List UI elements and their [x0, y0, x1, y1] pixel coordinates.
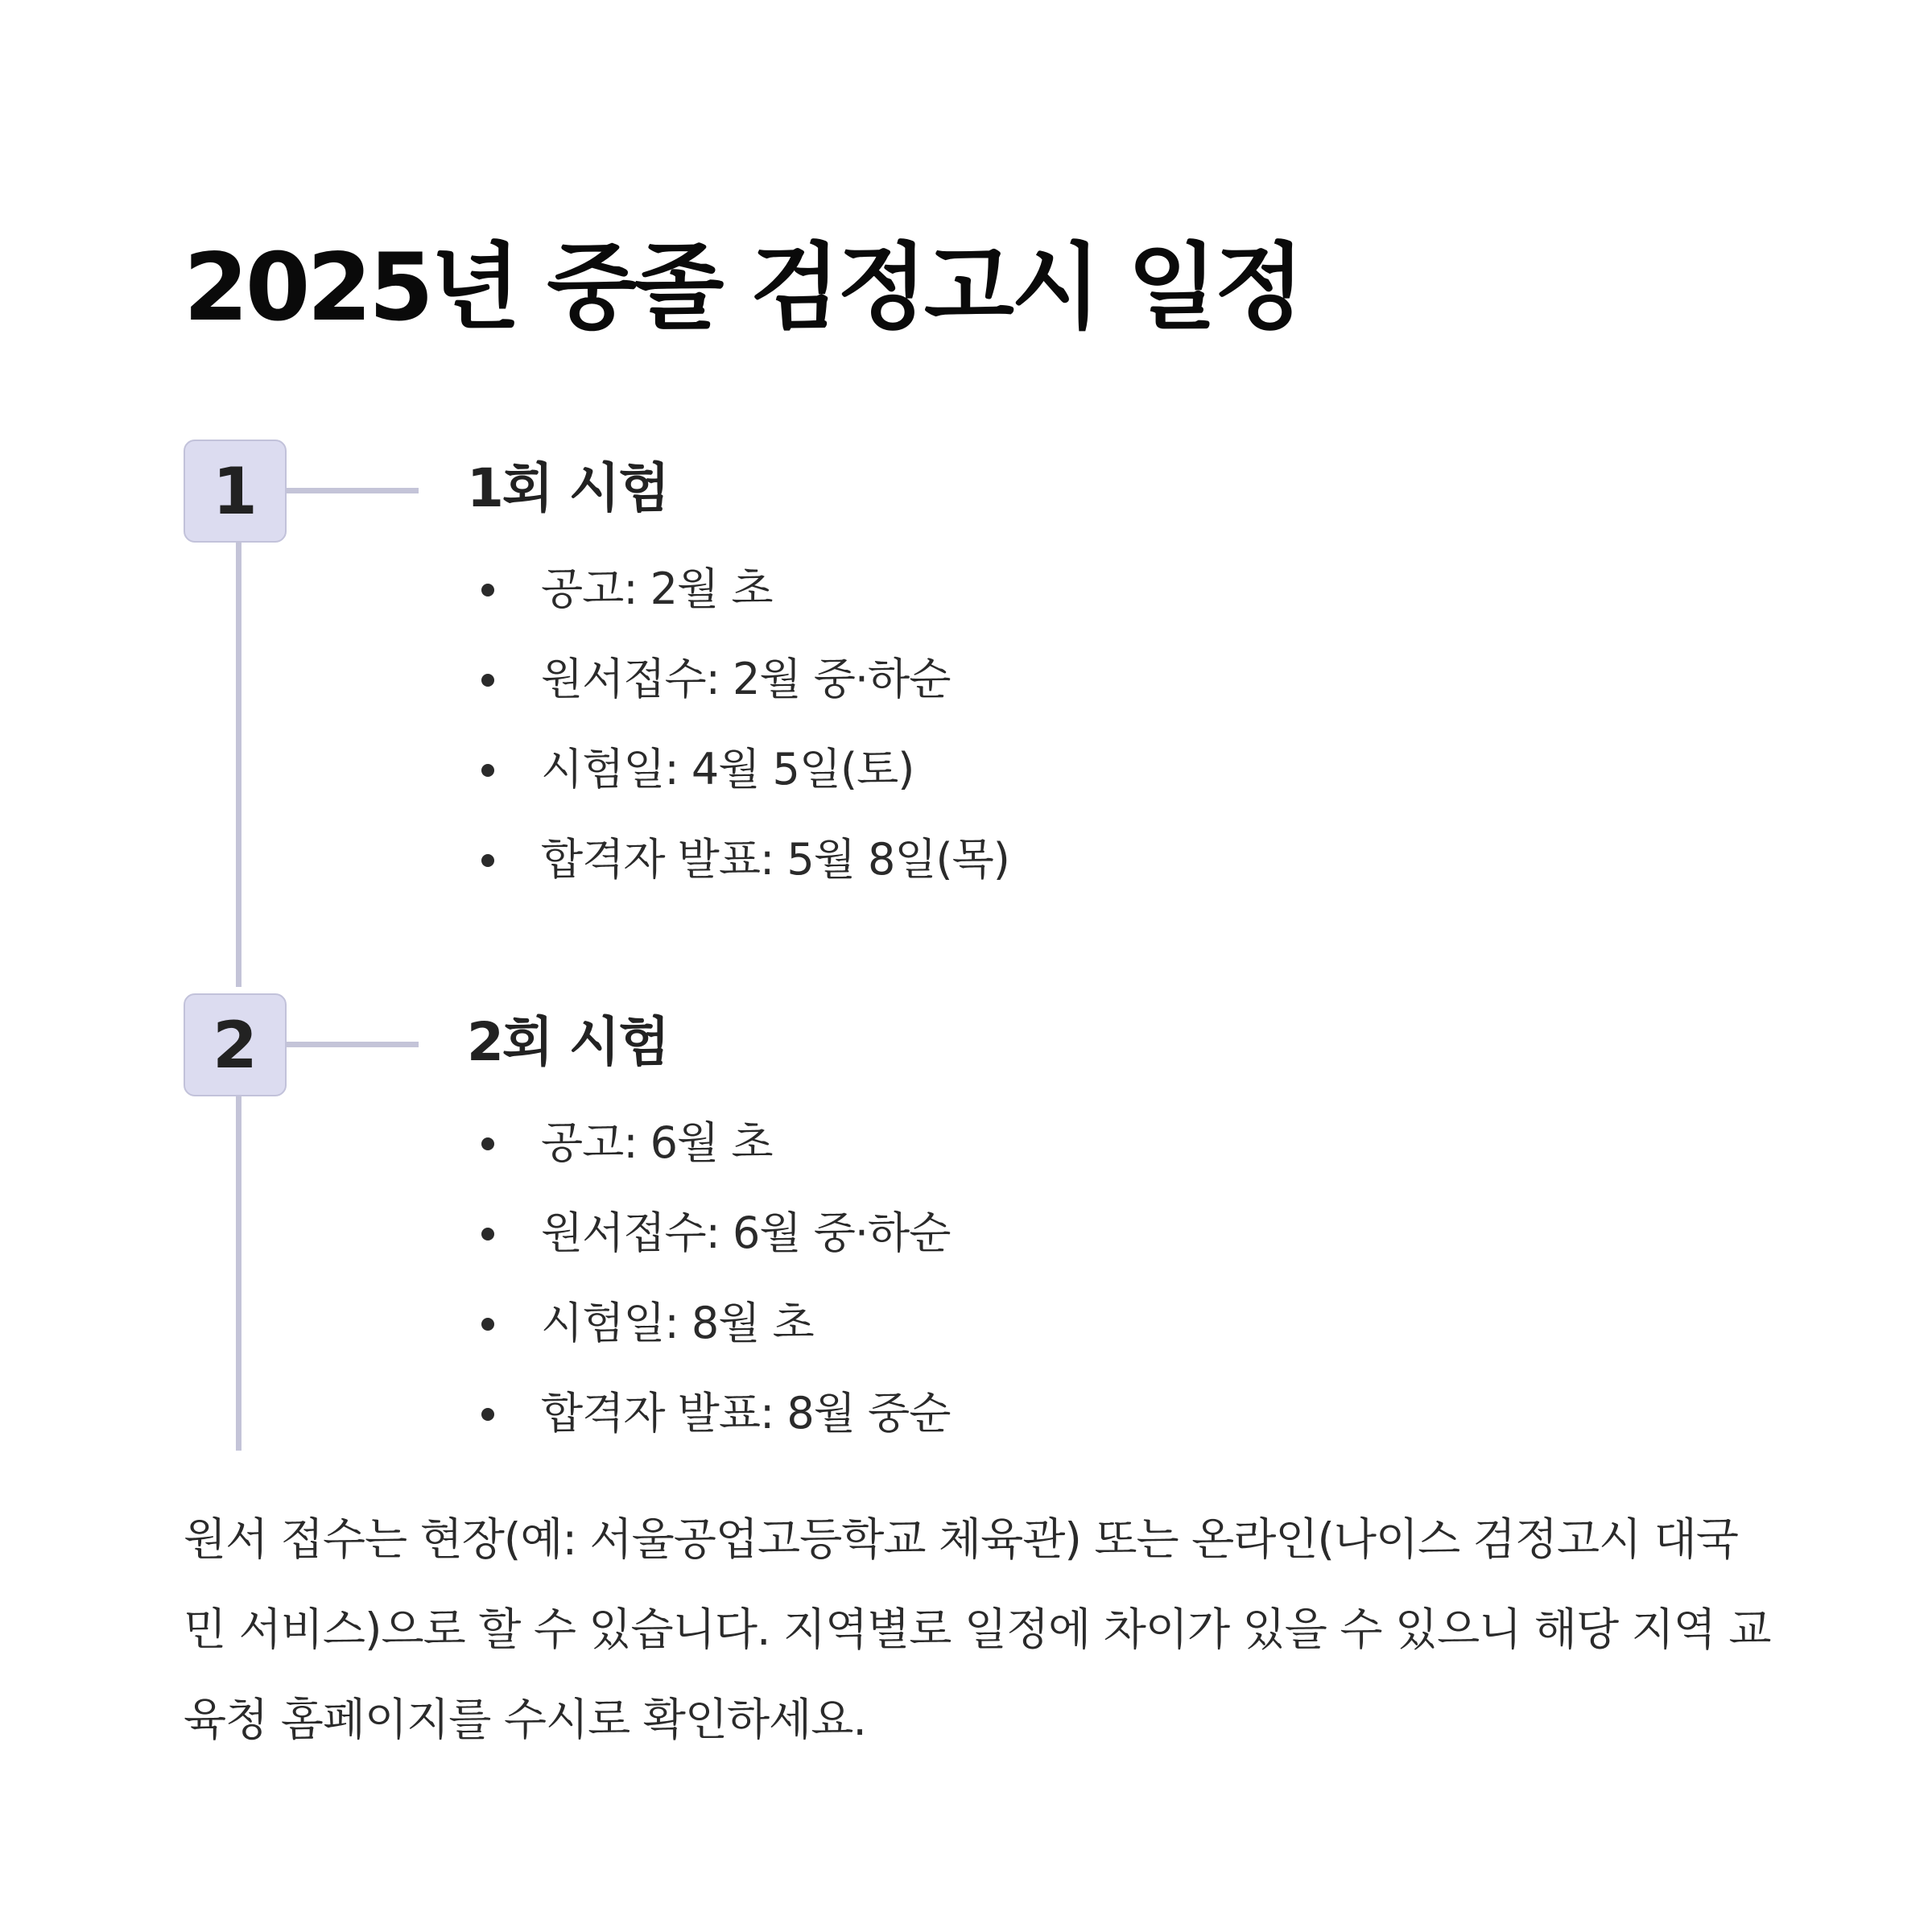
step-connector: [287, 488, 419, 493]
bullet-icon: [481, 1408, 494, 1421]
page-title: 2025년 중졸 검정고시 일정: [184, 233, 1302, 342]
bullet-icon: [481, 764, 494, 777]
list-item-text: 시험일: 8월 초: [541, 1298, 814, 1348]
list-item-text: 합격자 발표: 8월 중순: [541, 1388, 951, 1439]
list-item-text: 시험일: 4월 5일(토): [541, 744, 914, 795]
list-item-text: 공고: 6월 초: [541, 1117, 773, 1168]
footer-note: 원서 접수는 현장(예: 서울공업고등학교 체육관) 또는 온라인(나이스 검정고시 대국민 서비스)으로 할 수 있습니다. 지역별로 일정에 차이가 있을 수 있으니 해당 지역 교육청 홈페이지를 수시로 확인하세요.: [184, 1513, 1771, 1745]
list-item: [467, 1368, 950, 1459]
step-number-badge: 1: [184, 440, 287, 543]
list-item-text: 원서접수: 6월 중·하순: [541, 1208, 951, 1258]
list-item-text: 공고: 2월 초: [541, 564, 773, 614]
list-item: [467, 1098, 950, 1188]
list-item: [467, 544, 1009, 634]
step-connector: [287, 1042, 419, 1047]
schedule-list: [467, 544, 1009, 905]
bullet-icon: [481, 674, 494, 687]
step-number-badge: 2: [184, 993, 287, 1096]
bullet-icon: [481, 1228, 494, 1241]
list-item: [467, 1188, 950, 1278]
bullet-icon: [481, 1318, 494, 1331]
list-item-text: 원서접수: 2월 중·하순: [541, 654, 951, 704]
section-title: 2회 시험: [467, 1011, 669, 1073]
timeline-line: [236, 1096, 242, 1451]
bullet-icon: [481, 854, 494, 867]
list-item: [467, 634, 1009, 724]
list-item: [467, 1278, 950, 1368]
list-item-text: 합격자 발표: 5월 8일(목): [541, 834, 1009, 885]
list-item: [467, 815, 1009, 905]
list-item: [467, 724, 1009, 815]
bullet-icon: [481, 1137, 494, 1150]
section-title: 1회 시험: [467, 457, 669, 519]
bullet-icon: [481, 584, 494, 597]
schedule-list: [467, 1098, 950, 1459]
timeline-line: [236, 543, 242, 987]
